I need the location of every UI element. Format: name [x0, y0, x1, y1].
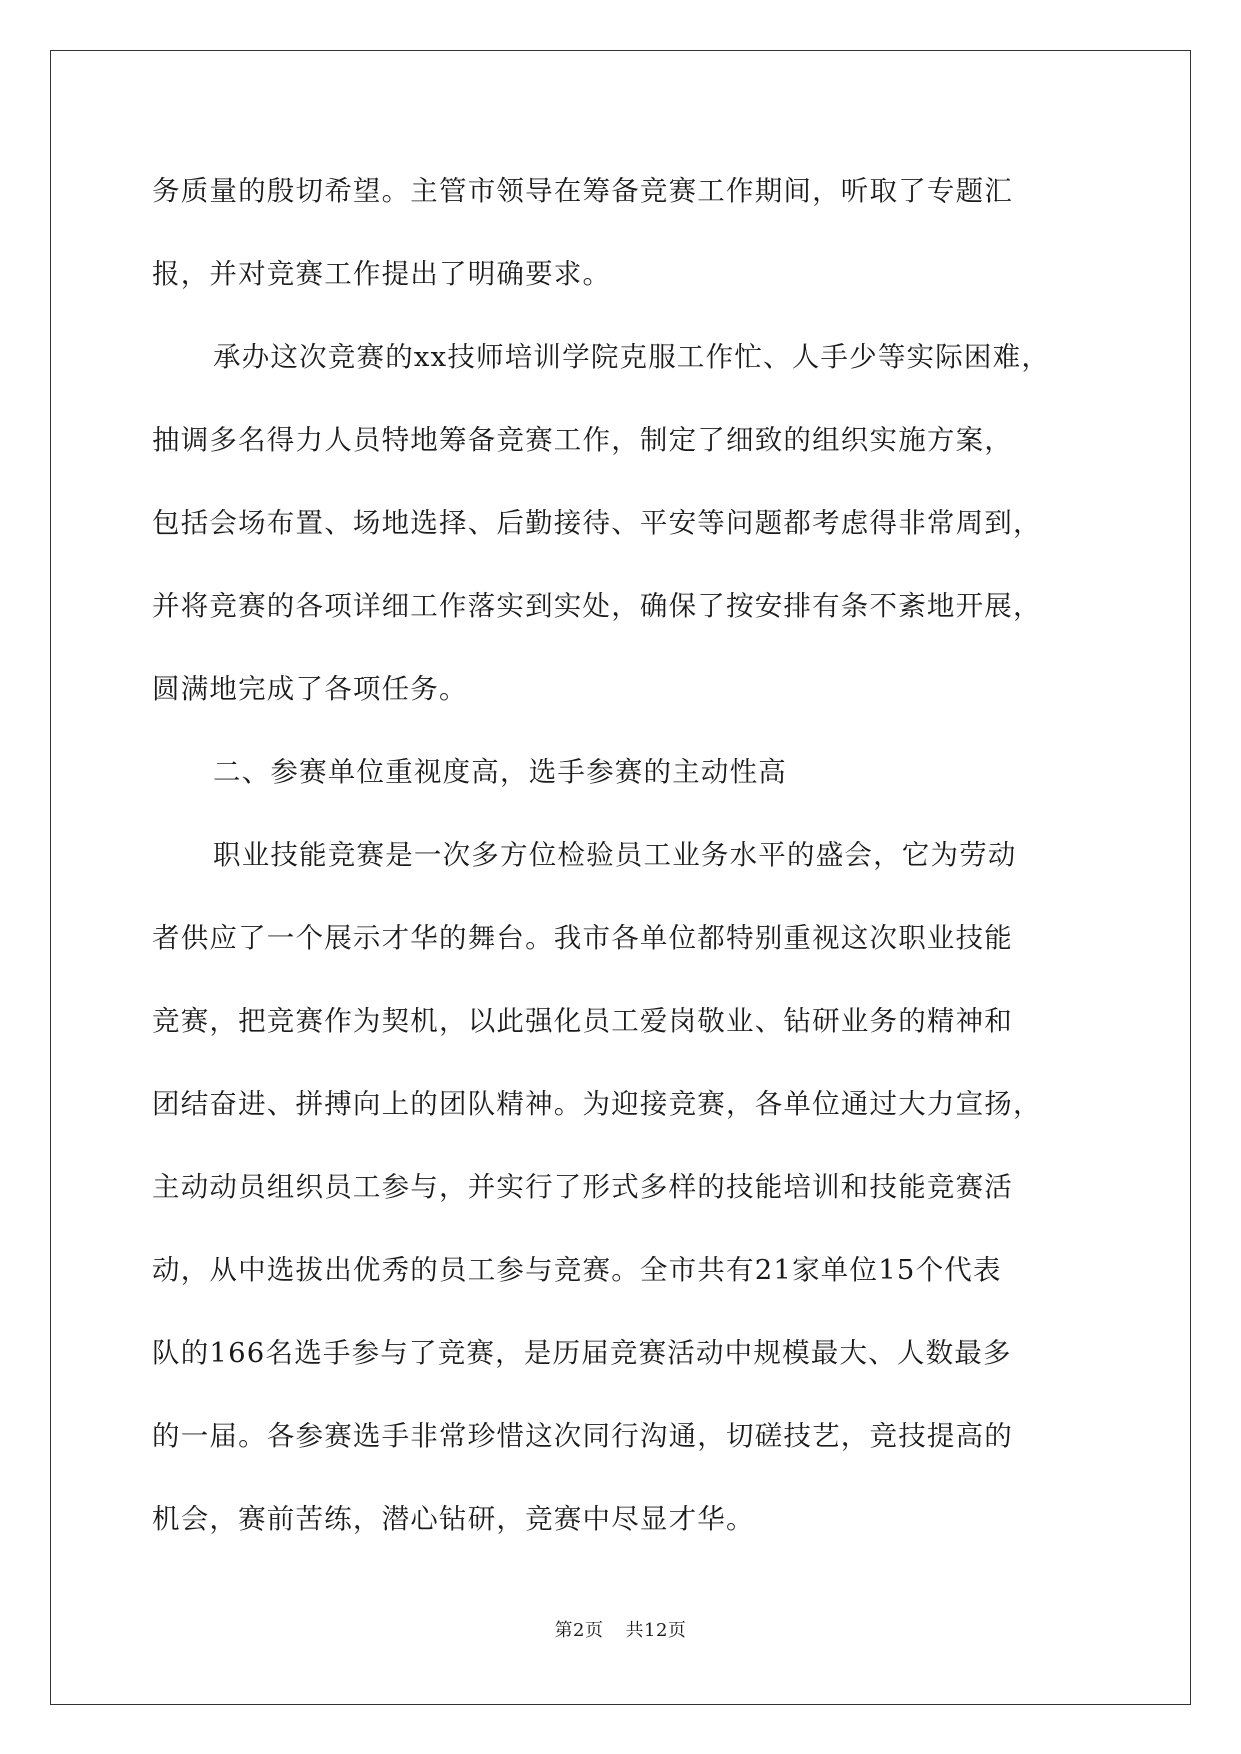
- page-footer: [0, 1616, 1241, 1642]
- body-line: 圆满地完成了各项任务。: [152, 673, 468, 705]
- paragraph-start: 职业技能竞赛是一次多方位检验员工业务水平的盛会，它为劳动: [213, 839, 1017, 871]
- page-total: 共12页: [625, 1620, 687, 1641]
- body-line: 报，并对竞赛工作提出了明确要求。: [152, 258, 612, 290]
- body-line: 的一届。各参赛选手非常珍惜这次同行沟通，切磋技艺，竞技提高的: [152, 1420, 1013, 1452]
- body-line: 动，从中选拔出优秀的员工参与竞赛。全市共有21家单位15个代表: [152, 1254, 1002, 1286]
- body-line: 队的166名选手参与了竞赛，是历届竞赛活动中规模最大、人数最多: [152, 1337, 1012, 1369]
- body-line: 务质量的殷切希望。主管市领导在筹备竞赛工作期间，听取了专题汇: [152, 175, 1013, 207]
- body-line: 机会，赛前苦练，潜心钻研，竞赛中尽显才华。: [152, 1503, 755, 1535]
- body-line: 并将竞赛的各项详细工作落实到实处，确保了按安排有条不紊地开展，: [152, 590, 1042, 622]
- page-number: 第2页: [554, 1620, 604, 1641]
- body-line: 团结奋进、拼搏向上的团队精神。为迎接竞赛，各单位通过大力宣扬，: [152, 1088, 1042, 1120]
- body-line: 竞赛，把竞赛作为契机，以此强化员工爱岗敬业、钻研业务的精神和: [152, 1005, 1013, 1037]
- body-line: 包括会场布置、场地选择、后勤接待、平安等问题都考虑得非常周到，: [152, 507, 1042, 539]
- paragraph-start: 承办这次竞赛的xx技师培训学院克服工作忙、人手少等实际困难，: [213, 341, 1051, 373]
- document-body: [152, 163, 1102, 1574]
- body-line: 主动动员组织员工参与，并实行了形式多样的技能培训和技能竞赛活: [152, 1171, 1013, 1203]
- body-line: 者供应了一个展示才华的舞台。我市各单位都特别重视这次职业技能: [152, 922, 1013, 954]
- section-heading: 二、参赛单位重视度高，选手参赛的主动性高: [213, 756, 787, 788]
- body-line: 抽调多名得力人员特地筹备竞赛工作，制定了细致的组织实施方案，: [152, 424, 1013, 456]
